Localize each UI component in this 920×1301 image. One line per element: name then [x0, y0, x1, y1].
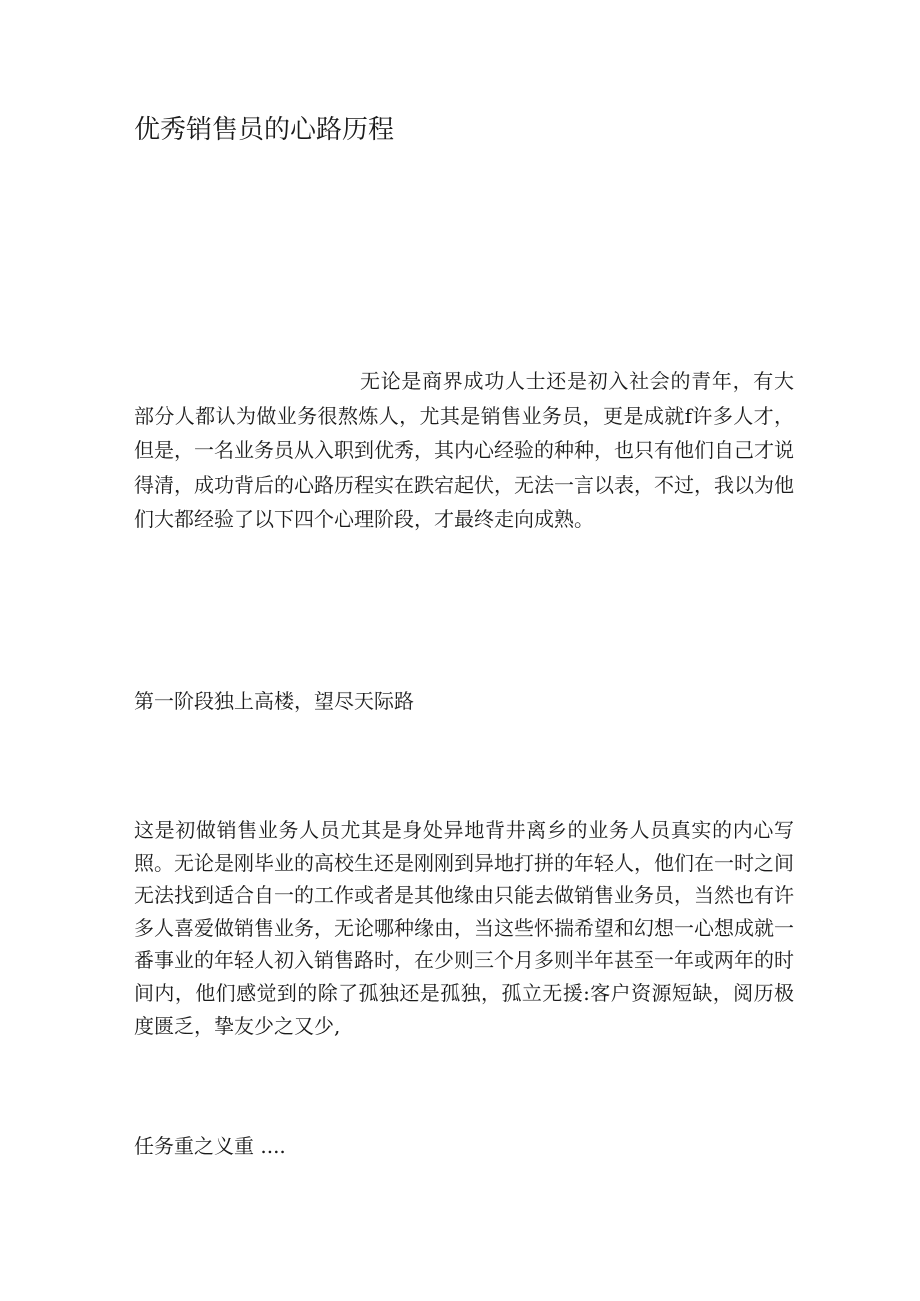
trailing-line: 任务重之义重 ....	[134, 1134, 286, 1158]
section-paragraph: 这是初做销售业务人员尤其是身处异地背井离乡的业务人员真实的内心写照。无论是刚毕业的高校生还是刚刚到异地打拼的年轻人，他们在一时之间无法找到适合自一的工作或者是其他缘由只能去做销售业务员，当然也有许多人喜爱做销售业务，无论哪种缘由，当这些怀揣希望和幻想一心想成就一番事业的年轻人初入销售路时，在少则三个月多则半年甚至一年或两年的时间内，他们感觉到的除了孤独还是孤独，孤立无援:客户资源短缺，阅历极度匮乏，挚友少之又少,	[134, 818, 794, 1038]
document-title: 优秀销售员的心路历程	[134, 115, 395, 145]
section-heading: 第一阶段独上高楼，望尽天际路	[134, 689, 414, 713]
intro-paragraph: 无论是商界成功人士还是初入社会的青年，有大部分人都认为做业务很熬炼人，尤其是销售业务员，更是成就f许多人才，但是，一名业务员从入职到优秀，其内心经验的种种，也只有他们自己才说得清，成功背后的心路历程实在跌宕起伏，无法一言以表，不过，我以为他们大都经验了以下四个心理阶段，才最终走向成熟。	[134, 369, 794, 531]
